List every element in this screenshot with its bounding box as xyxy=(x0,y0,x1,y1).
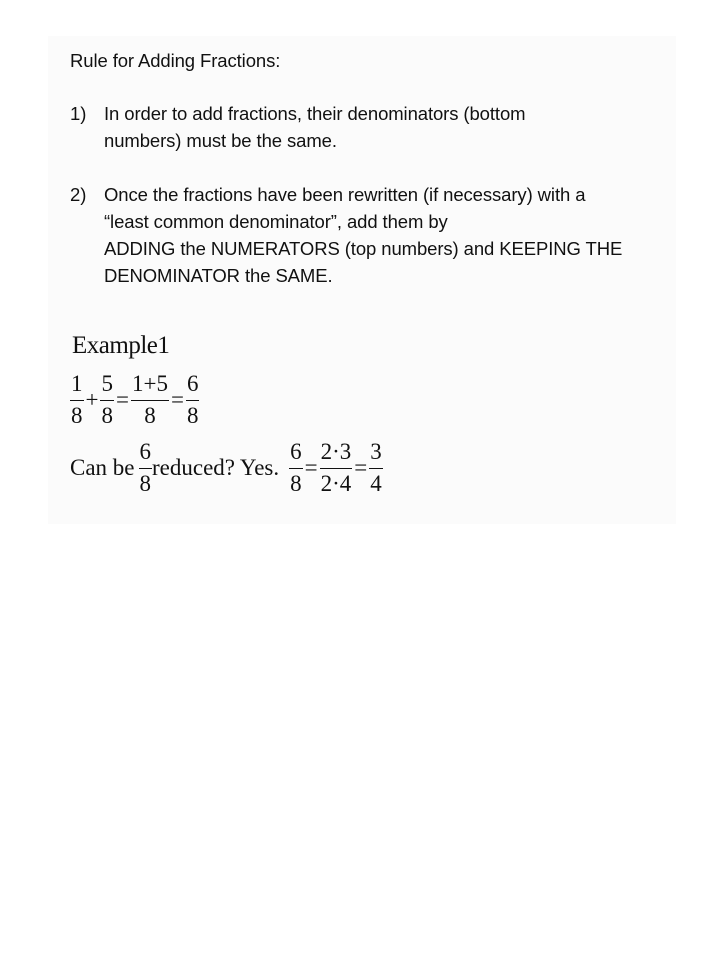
fraction-bar xyxy=(139,468,153,469)
denominator: 4 xyxy=(370,471,382,496)
fraction-bar xyxy=(70,400,84,401)
fraction-bar xyxy=(369,468,383,469)
numerator: 1 xyxy=(71,371,83,396)
page-title: Rule for Adding Fractions: xyxy=(70,50,281,71)
fraction xyxy=(70,372,84,428)
equation-reduction xyxy=(70,440,383,496)
denominator: 8 xyxy=(186,403,199,428)
fraction-bar xyxy=(186,400,200,401)
rule-line: Once the fractions have been rewritten (if necessary) with a xyxy=(104,184,586,205)
denominator: 8 xyxy=(290,471,302,496)
numerator: 6 xyxy=(139,439,152,464)
numerator: 5 xyxy=(101,371,113,396)
numerator: 6 xyxy=(290,439,302,464)
denominator: 8 xyxy=(71,403,83,428)
fraction xyxy=(186,372,200,428)
equation-text: reduced? Yes. xyxy=(152,455,280,480)
rule-line: In order to add fractions, their denominators (bottom xyxy=(104,103,526,124)
denominator: 8 xyxy=(144,403,156,428)
equation-text: Can be xyxy=(70,455,135,480)
rule-text xyxy=(104,100,670,154)
denominator: 2·4 xyxy=(320,471,352,496)
rule-line: “least common denominator”, add them by xyxy=(104,211,448,232)
example-title: Example1 xyxy=(72,332,170,359)
numerator: 1+5 xyxy=(131,371,168,396)
fraction-bar xyxy=(320,468,353,469)
equation-addition xyxy=(70,372,199,428)
numerator: 3 xyxy=(370,439,382,464)
denominator: 8 xyxy=(139,471,152,496)
rule-line: DENOMINATOR the SAME. xyxy=(104,265,333,286)
fraction-bar xyxy=(100,400,114,401)
plus-sign: + xyxy=(85,387,99,412)
fraction-bar xyxy=(289,468,303,469)
fraction xyxy=(289,440,303,496)
fraction xyxy=(139,440,153,496)
rule-line: ADDING the NUMERATORS (top numbers) and KEEPING THE xyxy=(104,238,623,259)
equals-sign: = xyxy=(115,387,129,412)
rule-number: 2) xyxy=(70,184,87,205)
fraction xyxy=(131,372,169,428)
denominator: 8 xyxy=(101,403,113,428)
equals-sign: = xyxy=(354,455,368,480)
rule-text xyxy=(104,181,670,289)
fraction xyxy=(320,440,353,496)
rule-line: numbers) must be the same. xyxy=(104,130,337,151)
slide-content xyxy=(48,36,676,524)
fraction-bar xyxy=(131,400,169,401)
fraction xyxy=(369,440,383,496)
equals-sign: = xyxy=(304,455,318,480)
equals-sign: = xyxy=(170,387,184,412)
fraction xyxy=(100,372,114,428)
numerator: 6 xyxy=(186,371,199,396)
numerator: 2·3 xyxy=(320,439,352,464)
rule-number: 1) xyxy=(70,103,87,124)
